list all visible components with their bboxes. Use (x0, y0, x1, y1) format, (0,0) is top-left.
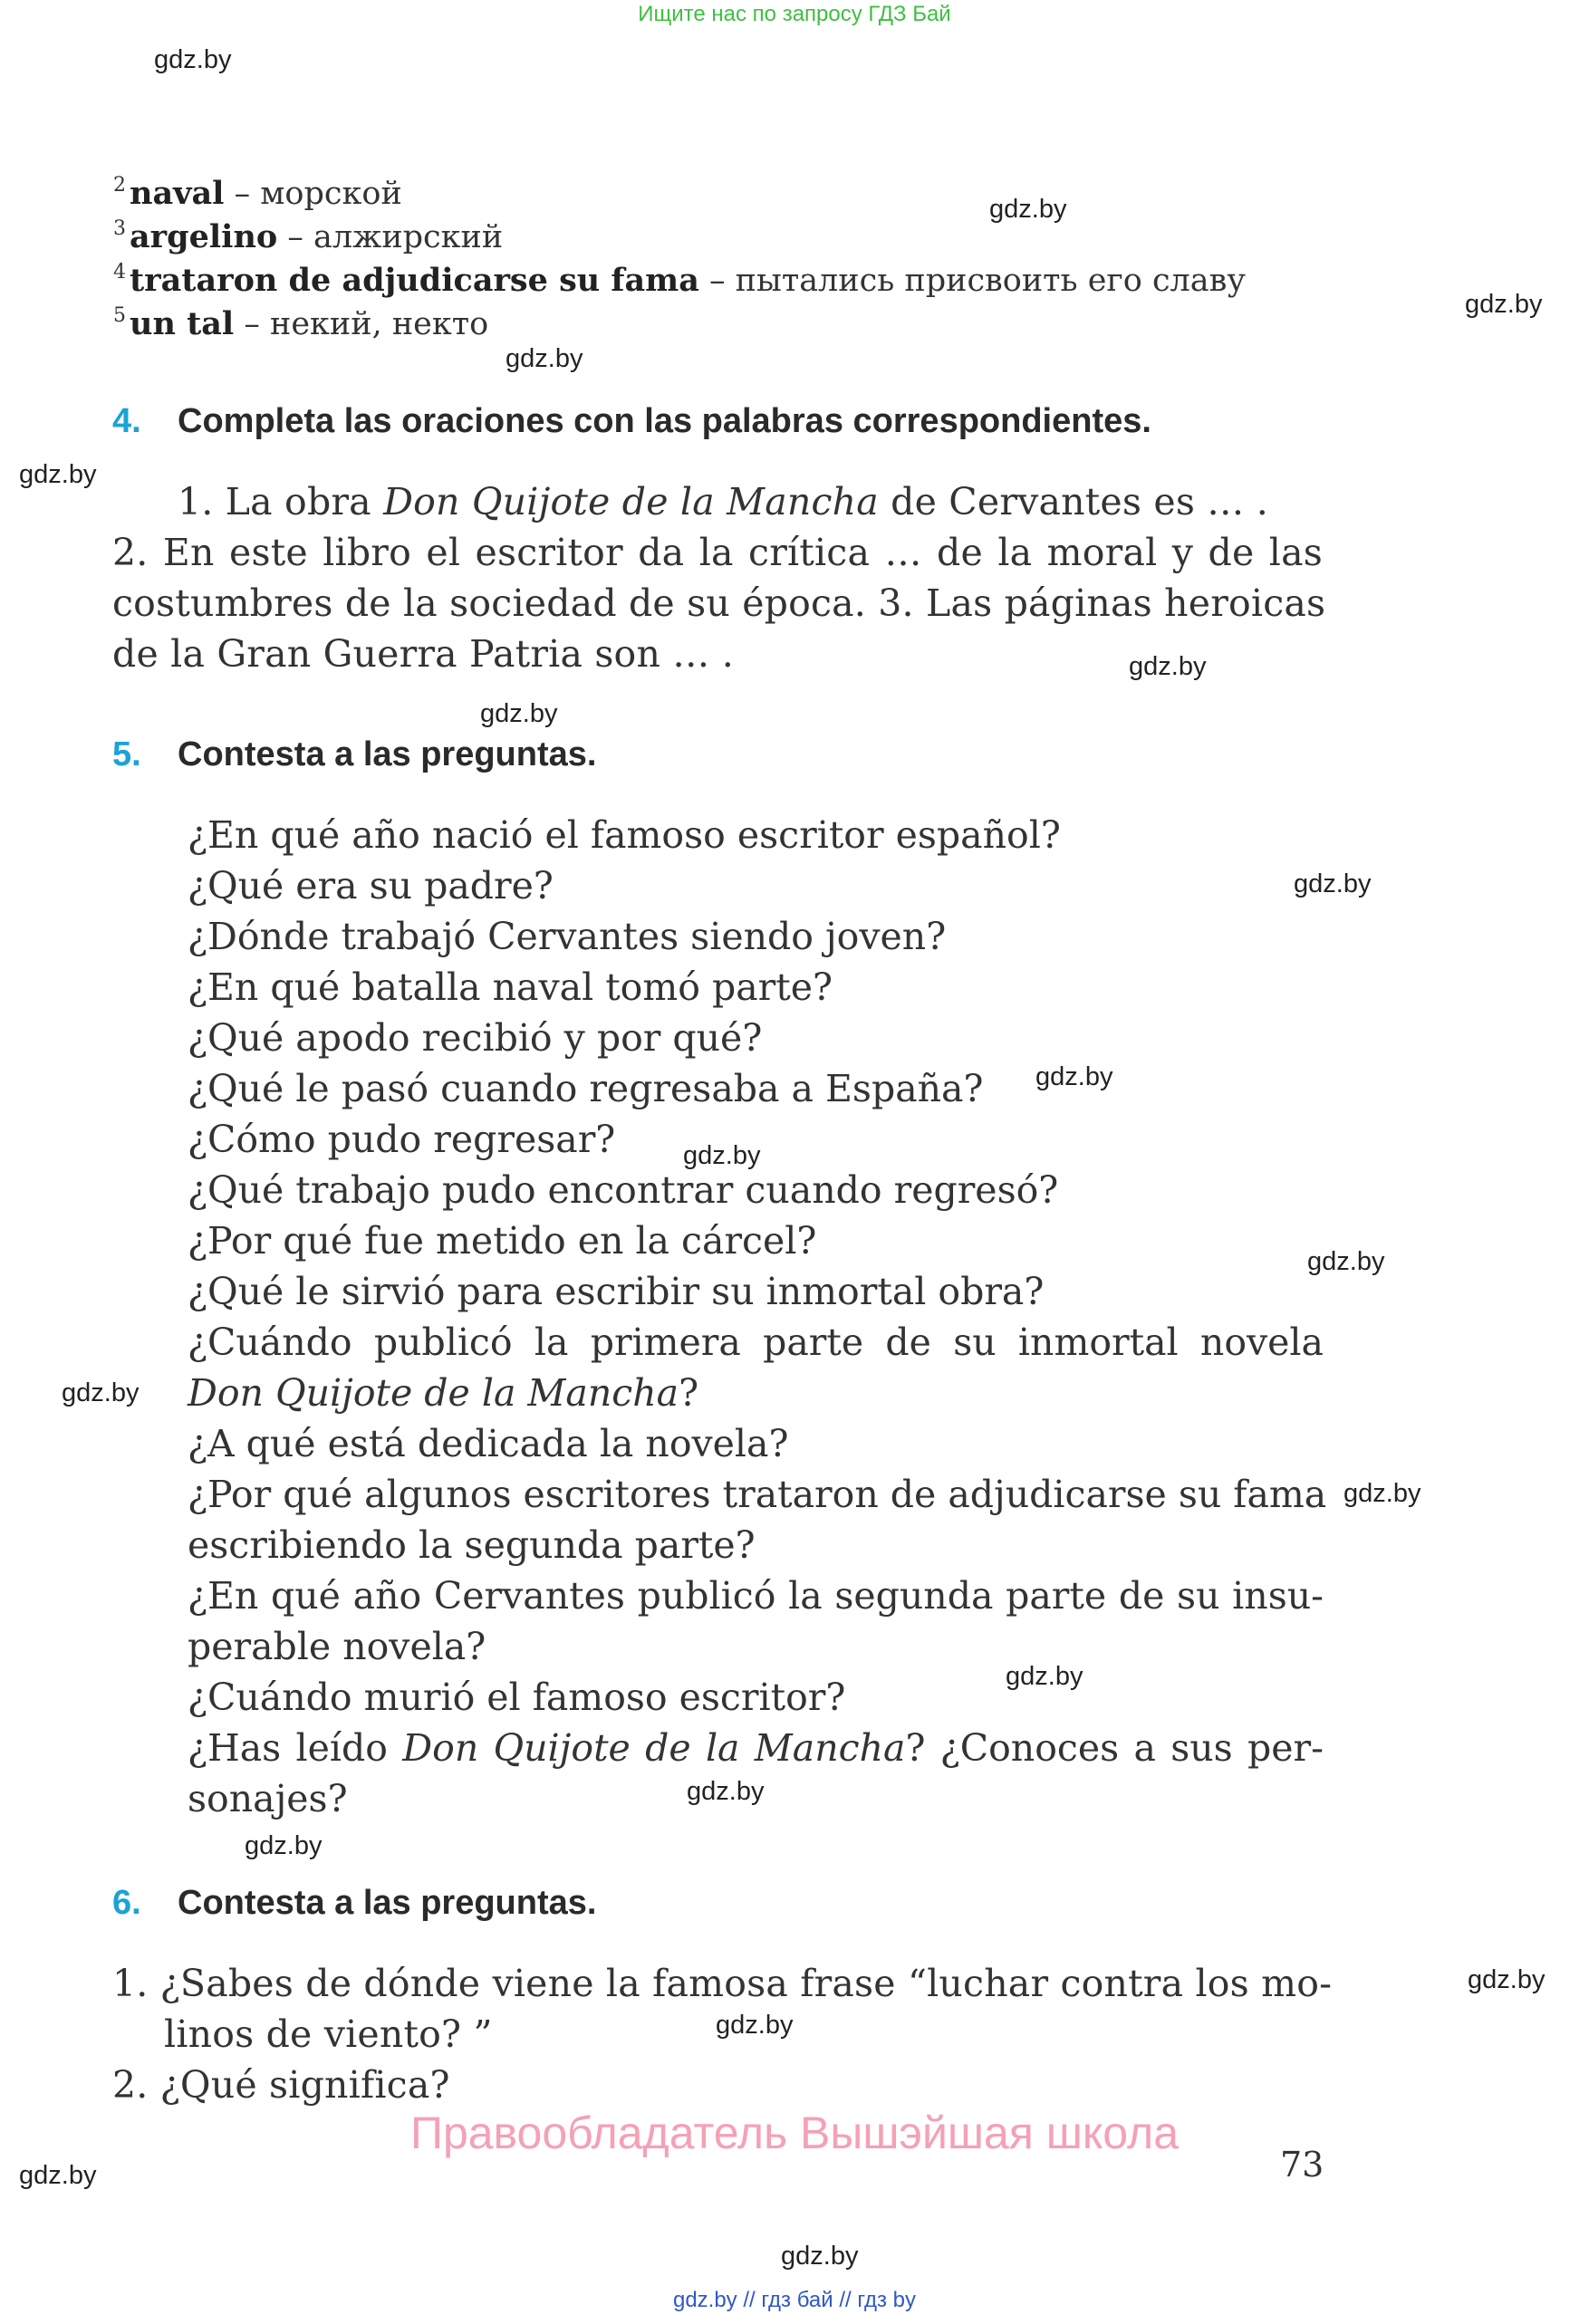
exercise-6-heading: 6. Contesta a las preguntas. (112, 1884, 597, 1922)
footnote: $^3$ argelino – алжирский (113, 217, 504, 255)
watermark: gdz.by (62, 1378, 140, 1407)
exercise-number: 6. (112, 1884, 141, 1922)
exercise-6-line: linos de viento? ” (164, 2012, 493, 2056)
footnote: $^4$ trataron de adjudicarse su fama – пытались присвоить его славу (113, 261, 1246, 299)
watermark: gdz.by (1006, 1662, 1083, 1691)
exercise-5-heading: 5. Contesta a las preguntas. (112, 735, 597, 773)
watermark: gdz.by (989, 195, 1067, 224)
watermark: gdz.by (1035, 1062, 1113, 1091)
watermark: gdz.by (687, 1777, 765, 1806)
watermark: gdz.by (480, 699, 558, 728)
watermark: gdz.by (154, 45, 232, 74)
exercise-4-line: 1. La obra Don Quijote de la Mancha de Cervantes es … . (178, 480, 1268, 523)
watermark: gdz.by (19, 460, 97, 489)
watermark: gdz.by (506, 344, 583, 373)
exercise-6-line: 1. ¿Sabes de dónde viene la famosa frase “luchar contra los mo- (112, 1962, 1333, 2005)
watermark: gdz.by (1468, 1965, 1546, 1994)
watermark: gdz.by (1294, 869, 1372, 898)
watermark: gdz.by (1307, 1247, 1385, 1276)
watermark: gdz.by (1465, 290, 1543, 319)
watermark: gdz.by (716, 2011, 794, 2040)
watermark: gdz.by (1129, 652, 1207, 681)
exercise-4-line: de la Gran Guerra Patria son … . (112, 632, 734, 676)
footnote: $^2$ naval – морской (113, 174, 402, 212)
watermark: gdz.by (683, 1141, 761, 1170)
exercise-number: 5. (112, 735, 141, 773)
exercise-4-line: 2. En este libro el escritor da la crítica … de la moral y de las (112, 531, 1323, 574)
watermark: gdz.by (781, 2242, 859, 2271)
watermark: gdz.by (245, 1831, 323, 1860)
watermark: gdz.by (19, 2161, 97, 2190)
rights-holder: Правообладатель Вышэйшая школа (410, 2108, 1179, 2158)
exercise-6-line: 2. ¿Qué significa? (112, 2063, 450, 2107)
exercise-4-line: costumbres de la sociedad de su época. 3. Las páginas heroicas (112, 581, 1326, 625)
exercise-4-heading: 4. Completa las oraciones con las palabras correspondientes. (112, 402, 1151, 440)
exercise-number: 4. (112, 402, 141, 440)
bottom-links[interactable]: gdz.by // гдз бай // гдз by (672, 2288, 917, 2312)
page-number: 73 (1280, 2145, 1324, 2185)
footnote: $^5$ un tal – некий, некто (113, 304, 489, 342)
top-banner[interactable]: Ищите нас по запросу ГДЗ Бай (638, 2, 951, 26)
watermark: gdz.by (1343, 1479, 1421, 1508)
